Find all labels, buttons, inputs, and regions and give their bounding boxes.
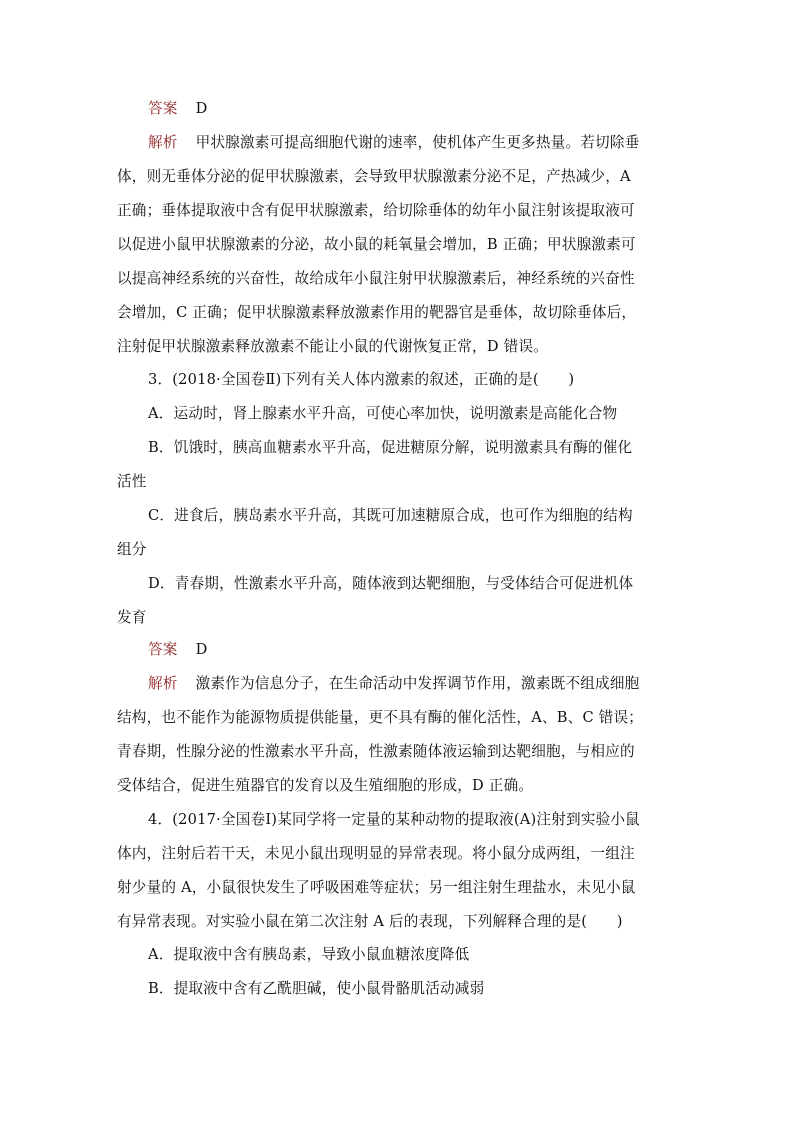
q4-stem-line-1: 4．(2017·全国卷Ⅰ)某同学将一定量的某种动物的提取液(A)注射到实验小鼠: [148, 811, 640, 828]
q3-answer-label: 答案: [148, 641, 178, 658]
q3-option-d-line-2: 发育: [117, 609, 147, 626]
q2-answer-value: D: [195, 100, 208, 117]
q4-stem-line-3: 射少量的 A，小鼠很快发生了呼吸困难等症状；另一组注射生理盐水，未见小鼠: [117, 879, 636, 896]
q3-option-a: A．运动时，肾上腺素水平升高，可使心率加快，说明激素是高能化合物: [148, 405, 618, 422]
q3-analysis-line-3: 青春期，性腺分泌的性激素水平升高，性激素随体液运输到达靶细胞，与相应的: [117, 743, 635, 760]
q2-analysis-line-1: [148, 133, 678, 153]
q3-analysis-text-1: 激素作为信息分子，在生命活动中发挥调节作用，激素既不组成细胞: [195, 675, 640, 692]
q2-analysis-line-3: 正确；垂体提取液中含有促甲状腺激素，给切除垂体的幼年小鼠注射该提取液可: [117, 202, 635, 219]
q3-answer-value: D: [195, 641, 208, 658]
q3-answer-line: [148, 640, 678, 660]
q2-analysis-line-4: 以促进小鼠甲状腺激素的分泌，故小鼠的耗氧量会增加，B 正确；甲状腺激素可: [117, 236, 636, 253]
q4-stem-line-2: 体内，注射后若干天，未见小鼠出现明显的异常表现。将小鼠分成两组，一组注: [117, 845, 635, 862]
q2-analysis-line-6: 会增加，C 正确；促甲状腺激素释放激素作用的靶器官是垂体，故切除垂体后，: [117, 304, 637, 321]
q3-option-c-line-1: C．进食后，胰岛素水平升高，其既可加速糖原合成，也可作为细胞的结构: [148, 507, 633, 524]
q3-option-b-line-1: B．饥饿时，胰高血糖素水平升高，促进糖原分解，说明激素具有酶的催化: [148, 439, 633, 456]
q3-analysis-line-4: 受体结合，促进生殖器官的发育以及生殖细胞的形成，D 正确。: [117, 777, 534, 794]
q2-analysis-line-2: 体，则无垂体分泌的促甲状腺激素，会导致甲状腺激素分泌不足，产热减少，A: [117, 168, 631, 185]
q2-answer-line: [148, 99, 678, 119]
q3-analysis-line-1: [148, 674, 678, 694]
q3-option-d-line-1: D．青春期，性激素水平升高，随体液到达靶细胞，与受体结合可促进机体: [148, 575, 634, 592]
q3-stem: 3．(2018·全国卷Ⅱ)下列有关人体内激素的叙述，正确的是( ): [148, 371, 575, 388]
q2-answer-label: 答案: [148, 100, 178, 117]
q2-analysis-text-1: 甲状腺激素可提高细胞代谢的速率，使机体产生更多热量。若切除垂: [195, 134, 640, 151]
q2-analysis-line-7: 注射促甲状腺激素释放激素不能让小鼠的代谢恢复正常，D 错误。: [117, 338, 548, 355]
q4-option-a: A．提取液中含有胰岛素，导致小鼠血糖浓度降低: [148, 946, 470, 963]
q3-analysis-label: 解析: [148, 675, 178, 692]
q2-analysis-line-5: 以提高神经系统的兴奋性，故给成年小鼠注射甲状腺激素后，神经系统的兴奋性: [117, 270, 635, 287]
q3-option-b-line-2: 活性: [117, 473, 147, 490]
q2-analysis-label: 解析: [148, 134, 178, 151]
q3-analysis-line-2: 结构，也不能作为能源物质提供能量，更不具有酶的催化活性，A、B、C 错误；: [117, 709, 644, 726]
q4-option-b: B．提取液中含有乙酰胆碱，使小鼠骨骼肌活动减弱: [148, 980, 485, 997]
q4-stem-line-4: 有异常表现。对实验小鼠在第二次注射 A 后的表现，下列解释合理的是( ): [117, 913, 623, 930]
q3-option-c-line-2: 组分: [117, 541, 147, 558]
